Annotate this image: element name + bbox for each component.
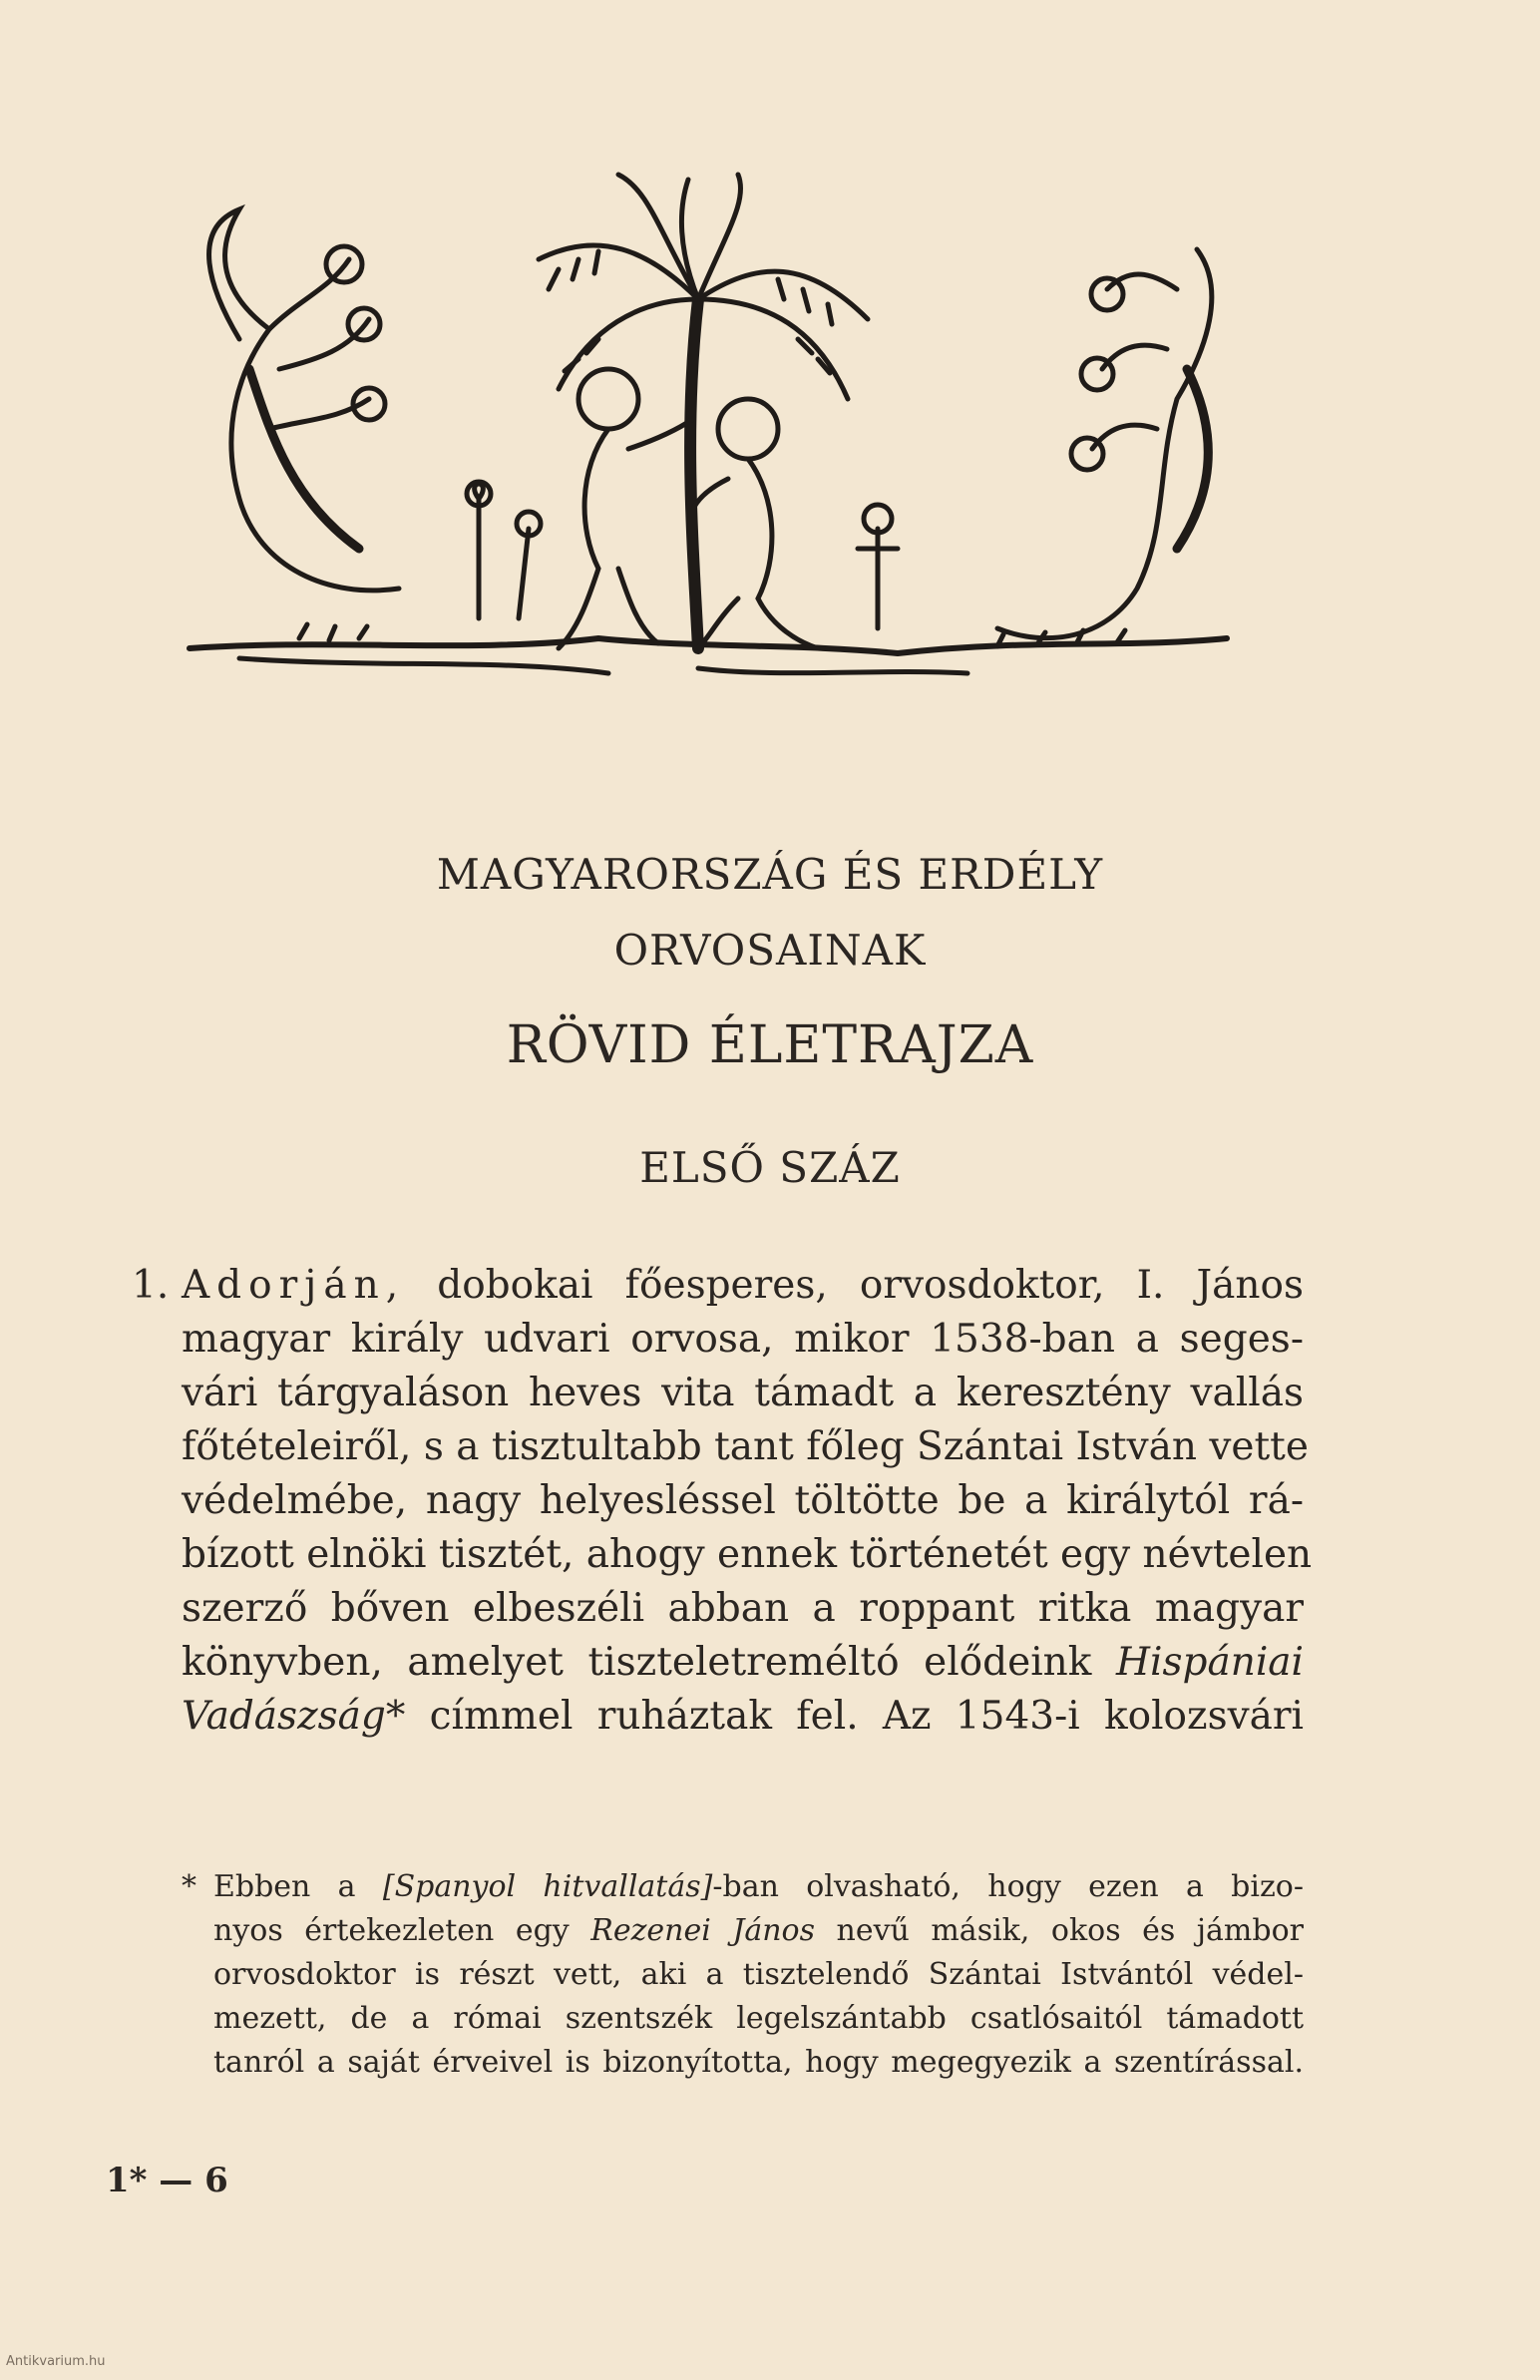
entry-number: 1. xyxy=(132,1263,170,1308)
body-line-1 xyxy=(182,1259,1304,1313)
body-line-9 xyxy=(182,1690,1304,1744)
book-title-part-1: Hispániai xyxy=(1115,1640,1305,1685)
footnote-text: Ebben a xyxy=(213,1869,356,1904)
body-line-8-text: könyvben, amelyet tiszteletreméltó elődeink xyxy=(182,1640,1092,1685)
body-line-3: vári tárgyaláson heves vita támadt a keresztény vallás xyxy=(182,1371,1304,1415)
footnote-line-4: mezett, de a római szentszék legelszántabb csatlósaitól támadott xyxy=(213,2001,1304,2036)
body-line-2: magyar király udvari orvosa, mikor 1538-ban a seges- xyxy=(182,1317,1304,1362)
footnote-star: * xyxy=(182,1869,196,1904)
title-line-1: MAGYARORSZÁG ÉS ERDÉLY xyxy=(436,850,1104,899)
body-line-8 xyxy=(182,1636,1304,1690)
footnote-line-2 xyxy=(213,1909,1304,1953)
book-title-part-2: Vadászság* xyxy=(182,1694,406,1739)
footnote-text: -ban olvasható, hogy ezen a bizo- xyxy=(712,1869,1304,1904)
footnote-italic-title: [Spanyol hitvallatás] xyxy=(382,1869,713,1904)
footnote-italic-name: Rezenei János xyxy=(590,1913,816,1948)
body-line-7: szerző bőven elbeszéli abban a roppant ritka magyar xyxy=(182,1586,1304,1631)
body-line-6: bízott elnöki tisztét, ahogy ennek történetét egy névtelen xyxy=(182,1532,1313,1577)
vignette-palm-cherubs-illustration xyxy=(180,170,1257,728)
watermark: Antikvarium.hu xyxy=(6,2354,106,2369)
body-line-1-rest: dobokai főesperes, orvosdoktor, I. János xyxy=(437,1263,1304,1308)
footnote-line-1 xyxy=(213,1865,1304,1909)
body-line-4: főtételeiről, s a tisztultabb tant főleg Szántai István vette xyxy=(182,1424,1309,1469)
title-line-3: RÖVID ÉLETRAJZA xyxy=(506,1015,1034,1075)
footnote-text: nevű másik, okos és jámbor xyxy=(836,1913,1304,1948)
entry-name: Adorján, xyxy=(182,1263,406,1308)
footnote-line-5: tanról a saját érveivel is bizonyította, hogy megegyezik a szentírással. xyxy=(213,2045,1304,2080)
footnote-text: nyos értekezleten egy xyxy=(213,1913,570,1948)
section-heading: ELSŐ SZÁZ xyxy=(639,1143,901,1192)
title-line-2: ORVOSAINAK xyxy=(613,926,927,975)
footnote-line-3: orvosdoktor is részt vett, aki a tisztelendő Szántai Istvántól védel- xyxy=(213,1957,1304,1992)
body-line-9-text: címmel ruháztak fel. Az 1543-i kolozsvári xyxy=(429,1694,1304,1739)
body-line-5: védelmébe, nagy helyesléssel töltötte be a királytól rá- xyxy=(182,1478,1304,1523)
signature-mark: 1* — 6 xyxy=(106,2161,228,2200)
